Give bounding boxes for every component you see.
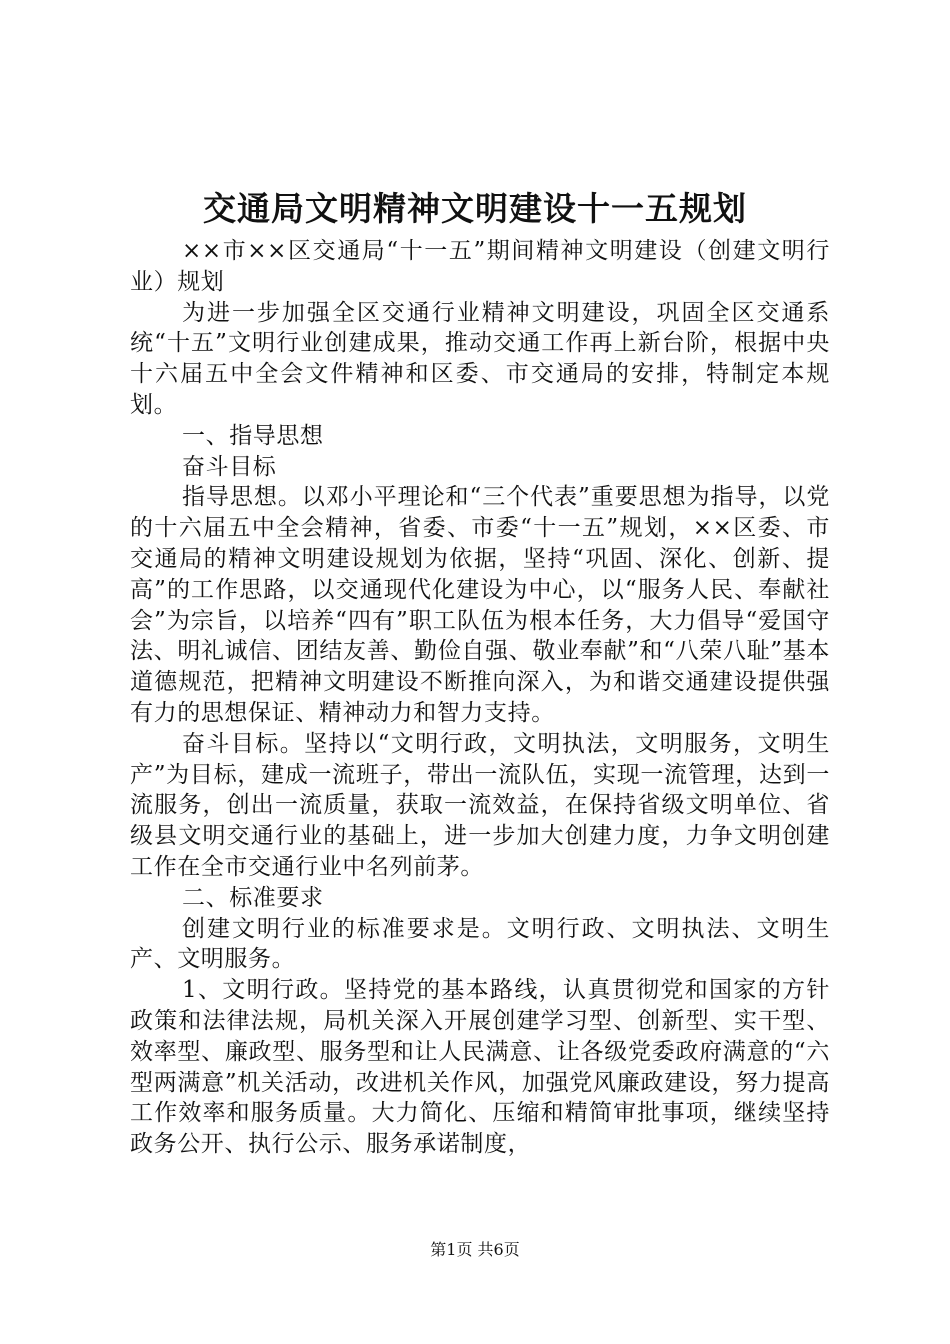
paragraph-civil-administration: 1、文明行政。坚持党的基本路线，认真贯彻党和国家的方针政策和法律法规，局机关深入开展创建学习型、创新型、实干型、效率型、廉政型、服务型和让人民满意、让各级党委政府满意的“六型两满意”机关活动，改进机关作风，加强党风廉政建设，努力提高工作效率和服务质量。大力简化、压缩和精简审批事项，继续坚持政务公开、执行公示、服务承诺制度， [130,977,830,1158]
page-footer: 第1页 共6页 [430,1240,520,1259]
paragraph-standards: 创建文明行业的标准要求是。文明行政、文明执法、文明生产、文明服务。 [130,915,830,973]
document-title: 交通局文明精神文明建设十一五规划 [203,189,747,228]
section-heading-goal: 奋斗目标 [182,453,277,480]
paragraph-guiding-thought: 指导思想。以邓小平理论和“三个代表”重要思想为指导，以党的十六届五中全会精神，省委、市委“十一五”规划，××区委、市交通局的精神文明建设规划为依据，坚持“巩固、深化、创新、提高”的工作思路，以交通现代化建设为中心，以“服务人民、奉献社会”为宗旨，以培养“四有”职工队伍为根本任务，大力倡导“爱国守法、明礼诚信、团结友善、勤俭自强、敬业奉献”和“八荣八耻”基本道德规范，把精神文明建设不断推向深入，为和谐交通建设提供强有力的思想保证、精神动力和智力支持。 [130,484,830,726]
document-body [130,236,830,1160]
paragraph-goal: 奋斗目标。坚持以“文明行政，文明执法，文明服务，文明生产”为目标，建成一流班子，带出一流队伍，实现一流管理，达到一流服务，创出一流质量，获取一流效益，在保持省级文明单位、省级县文明交通行业的基础上，进一步加大创建力度，力争文明创建工作在全市交通行业中名列前茅。 [130,730,830,880]
paragraph-intro: 为进一步加强全区交通行业精神文明建设，巩固全区交通系统“十五”文明行业创建成果，推动交通工作再上新台阶，根据中央十六届五中全会文件精神和区委、市交通局的安排，特制定本规划。 [130,299,830,418]
paragraph-subtitle: ××市××区交通局“十一五”期间精神文明建设（创建文明行业）规划 [130,238,830,295]
section-heading-standards: 二、标准要求 [182,884,324,911]
section-heading-guiding-thought: 一、指导思想 [182,422,324,449]
